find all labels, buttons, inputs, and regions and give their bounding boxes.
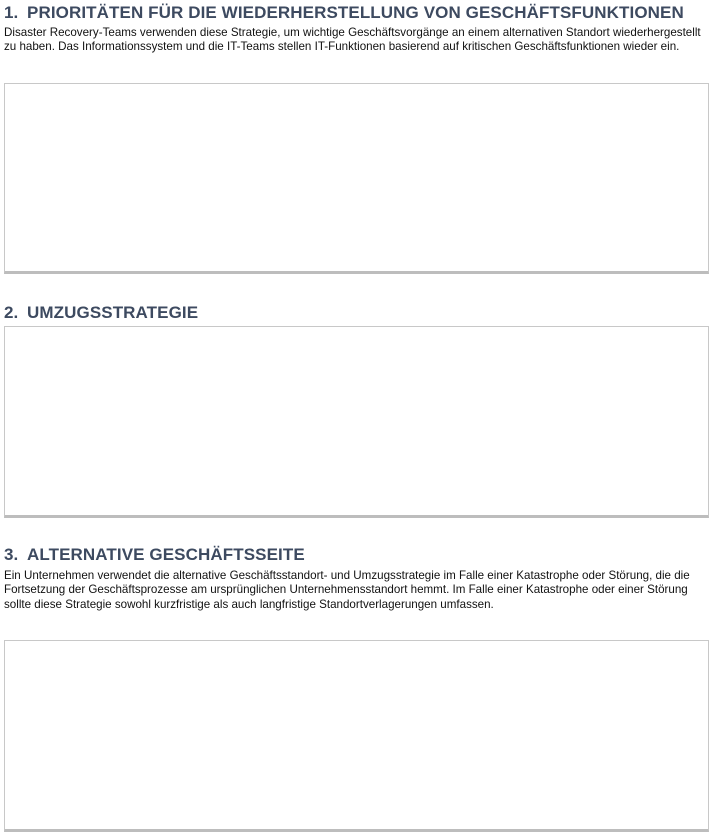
section-number: 1. — [4, 3, 19, 22]
section-alternative-business-site — [0, 544, 713, 612]
section-number: 2. — [4, 303, 19, 322]
section-business-function-priorities — [0, 2, 713, 55]
section-description: Disaster Recovery-Teams verwenden diese Strategie, um wichtige Geschäftsvorgänge an einem alternativen Standort wiederhergestellt zu haben. Das Informationssystem und die IT-Teams stellen IT-Funktionen basierend auf kritischen Geschäftsfunktionen wieder ein. — [4, 26, 701, 54]
text-entry-box-alternative-site[interactable] — [4, 640, 709, 832]
section-heading — [0, 302, 713, 324]
section-heading — [0, 544, 713, 566]
text-entry-box-priorities[interactable] — [4, 83, 709, 274]
section-description: Ein Unternehmen verwendet die alternative Geschäftsstandort- und Umzugsstrategie im Falle einer Katastrophe oder Störung, die die Fortsetzung der Geschäftsprozesse am ursprünglichen Unternehmensstandort hemmt. Im Falle einer Katastrophe oder einer Störung sollte diese Strategie sowohl kurzfristige als auch langfristige Standortverlagerungen umfassen. — [4, 569, 690, 611]
section-title: PRIORITÄTEN FÜR DIE WIEDERHERSTELLUNG VON GESCHÄFTSFUNKTIONEN — [27, 3, 684, 22]
section-number: 3. — [4, 545, 19, 564]
text-entry-box-relocation[interactable] — [4, 326, 709, 518]
section-title: ALTERNATIVE GESCHÄFTSSEITE — [27, 545, 305, 564]
section-title: UMZUGSSTRATEGIE — [27, 303, 199, 322]
section-relocation-strategy — [0, 302, 713, 324]
section-heading — [0, 2, 713, 24]
